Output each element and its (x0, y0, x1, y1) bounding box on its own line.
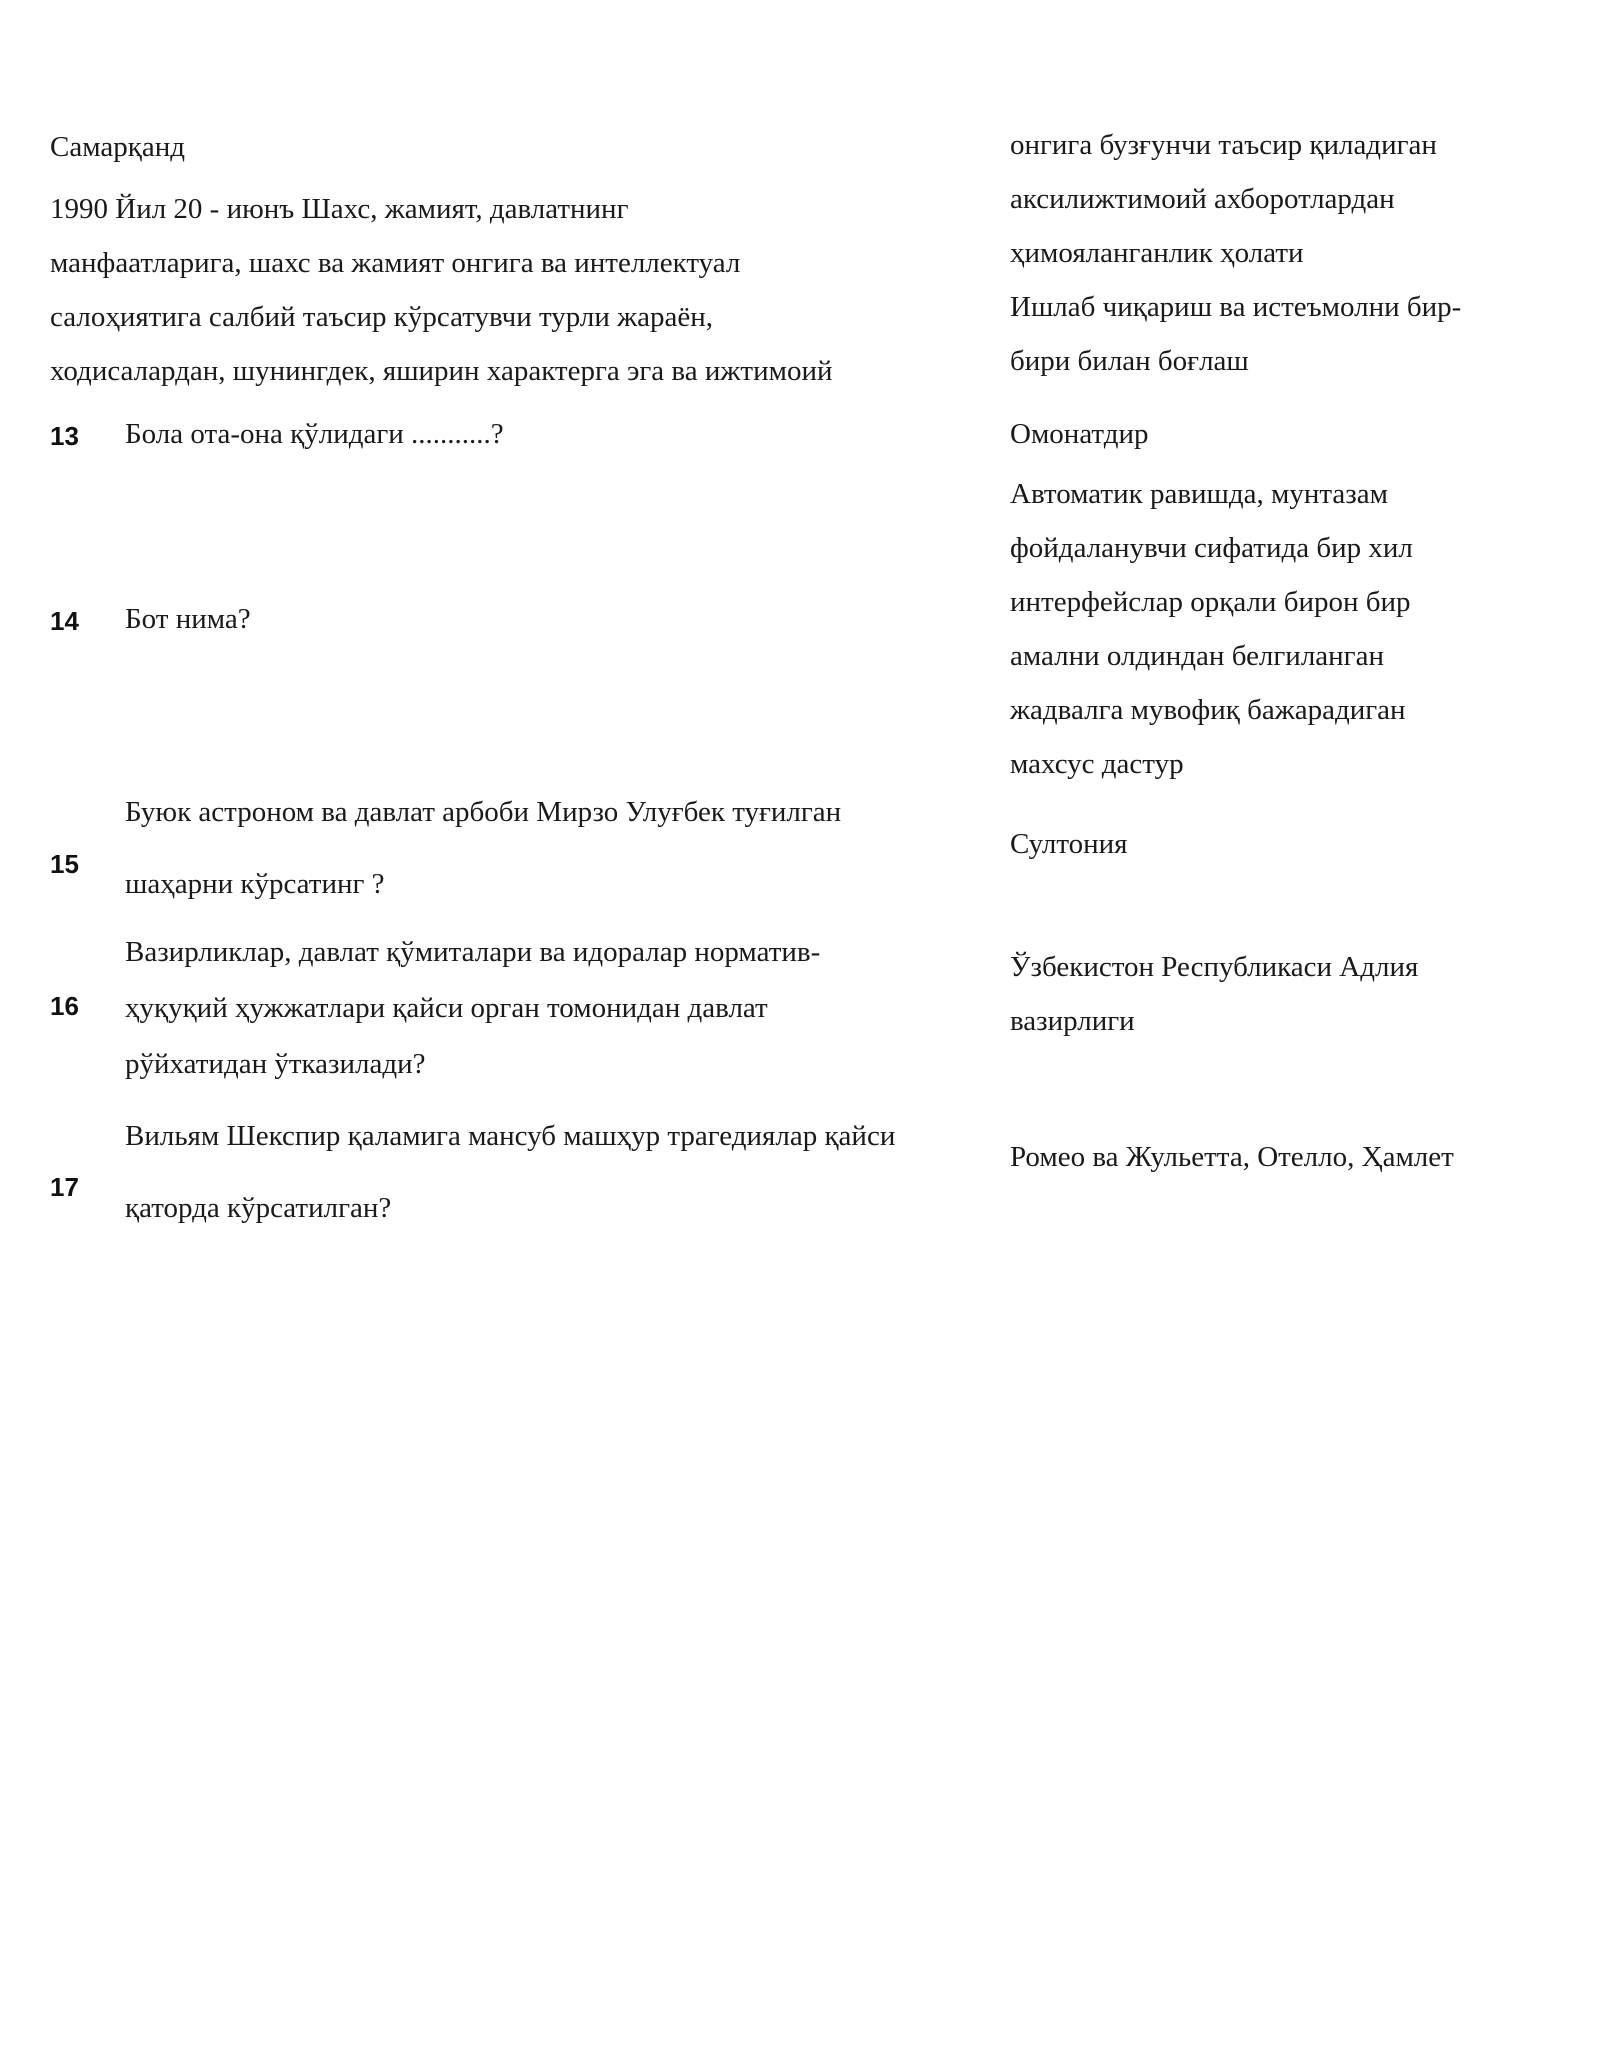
top-right-line: аксилижтимоий ахборотлардан (1010, 183, 1395, 215)
answer-line: жадвалга мувофиқ бажарадиган (1010, 694, 1406, 726)
answer-text (1010, 817, 1570, 871)
answer-text (1010, 940, 1570, 1048)
question-line: Буюк астроном ва давлат арбоби Мирзо Улуғбек туғилган (125, 796, 842, 828)
question-number: 13 (50, 421, 79, 451)
top-left-line: салоҳиятига салбий таъсир кўрсатувчи турли жараён, (50, 301, 714, 333)
answer-line: Автоматик равишда, мунтазам (1010, 478, 1388, 510)
answer-text (1010, 467, 1570, 791)
answer-line: вазирлиги (1010, 1005, 1135, 1037)
answer-line: Ўзбекистон Республикаси Адлия (1010, 951, 1419, 983)
answer-text (1010, 407, 1570, 461)
question-line: ҳуқуқий ҳужжатлари қайси орган томонидан давлат (125, 992, 768, 1024)
top-right-line: ҳимояланганлик ҳолати (1010, 237, 1304, 269)
top-right-line: бири билан боғлаш (1010, 345, 1249, 377)
question-text (125, 1100, 985, 1244)
question-text (125, 924, 985, 1092)
question-text (125, 592, 985, 646)
answer-line: Омонатдир (1010, 418, 1149, 450)
top-left-line: ходисалардан, шунингдек, яширин характерга эга ва ижтимоий (50, 355, 833, 387)
question-number: 14 (50, 606, 79, 636)
top-left-line: Самарқанд (50, 131, 185, 163)
top-left-line: 1990 Йил 20 - июнъ Шахс, жамият, давлатнинг (50, 193, 629, 225)
question-text (125, 776, 985, 920)
question-number: 16 (50, 991, 79, 1021)
question-line: Вильям Шекспир қаламига мансуб машҳур трагедиялар қайси (125, 1120, 896, 1152)
answer-text (1010, 1130, 1570, 1184)
question-text (125, 407, 985, 461)
answer-line: Ромео ва Жульетта, Отелло, Ҳамлет (1010, 1141, 1454, 1173)
top-left-line: манфаатларига, шахс ва жамият онгига ва интеллектуал (50, 247, 741, 279)
answer-line: фойдаланувчи сифатида бир хил (1010, 532, 1413, 564)
top-right-line: онгига бузғунчи таъсир қиладиган (1010, 129, 1437, 161)
question-line: рўйхатидан ўтказилади? (125, 1048, 426, 1080)
question-line: шаҳарни кўрсатинг ? (125, 868, 385, 900)
top-right-line: Ишлаб чиқариш ва истеъмолни бир- (1010, 291, 1462, 323)
question-line: Вазирликлар, давлат қўмиталари ва идоралар норматив- (125, 936, 821, 968)
answer-line: махсус дастур (1010, 748, 1184, 780)
answer-line: амални олдиндан белгиланган (1010, 640, 1384, 672)
answer-line: Султония (1010, 828, 1128, 860)
question-number: 15 (50, 849, 79, 879)
question-number: 17 (50, 1172, 79, 1202)
question-line: қаторда кўрсатилган? (125, 1192, 392, 1224)
question-line: Бот нима? (125, 603, 251, 635)
answer-line: интерфейслар орқали бирон бир (1010, 586, 1411, 618)
question-line: Бола ота-она қўлидаги ...........? (125, 418, 504, 450)
